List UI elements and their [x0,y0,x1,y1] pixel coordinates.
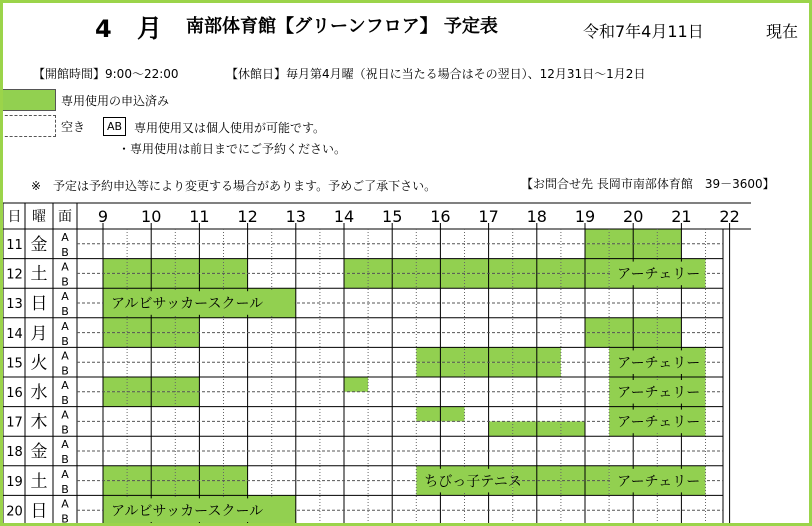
legend-vacant-label: 空き [61,120,86,134]
weekday: 金 [30,235,48,255]
booked-block [344,377,368,392]
booked-block [440,407,464,422]
booked-block [416,362,440,377]
day-number: 18 [6,445,23,461]
weekday: 木 [30,412,48,433]
hour-header: 17 [478,207,499,226]
schedule-table [3,3,809,523]
change-notice: ※ 予定は予約申込等により変更する場合があります。予めご了承下さい。 [31,179,437,193]
month-kanji: 月 [137,14,163,43]
booked-block [537,347,561,362]
court-column-header: 面 [58,209,72,225]
court-a-label: A [61,349,69,363]
weekday: 月 [30,323,48,344]
event-label: アーチェリー [617,355,701,372]
hour-header: 18 [526,207,547,226]
court-a-label: A [61,290,69,304]
court-b-label: B [61,394,69,407]
weekday: 火 [30,353,48,374]
weekday: 日 [30,501,48,522]
hour-header: 21 [671,207,692,226]
ab-explanation: 専用使用又は個人使用が可能です。 [134,121,326,135]
booked-block [585,466,609,481]
day-column-header: 日 [7,209,22,225]
event-label: アーチェリー [617,385,701,401]
day-number: 12 [6,267,23,283]
weekday: 土 [30,471,48,492]
hour-header: 16 [430,207,451,226]
hour-header: 13 [285,207,306,226]
weekday: 土 [30,264,48,285]
hour-header: 15 [382,207,403,226]
day-number: 14 [6,326,23,342]
reservation-note: ・専用使用は前日までにご予約ください。 [118,142,347,156]
weekday-column-header: 曜 [32,209,46,225]
weekday: 水 [30,383,48,403]
hour-header: 11 [189,207,210,226]
hour-header: 22 [719,207,740,226]
court-a-label: A [61,408,69,422]
court-b-label: B [61,512,69,523]
event-label: ちびっ子テニス [424,473,522,490]
contact-info: 【お問合せ先 長岡市南部体育館 39－3600】 [521,177,775,191]
court-b-label: B [61,334,69,348]
page-title: 南部体育館【グリーンフロア】 予定表 [186,16,498,37]
legend-booked-label: 専用使用の申込済み [61,94,170,108]
court-b-label: B [61,453,69,467]
as-of-label: 現在 [766,22,799,41]
opening-hours: 【開館時間】9:00～22:00 [33,67,179,81]
event-label: アルビサッカースクール [111,296,264,313]
day-number: 20 [6,504,23,520]
as-of-date: 令和7年4月11日 [583,22,704,41]
day-number: 11 [6,238,23,253]
court-b-label: B [61,423,69,437]
court-a-label: A [61,231,69,244]
closed-days: 【休館日】毎月第4月曜（祝日に当たる場合はその翌日）、12月31日～1月2日 [226,67,646,81]
booked-block [537,362,561,377]
hour-header: 20 [623,207,644,226]
day-number: 19 [6,474,23,490]
court-a-label: A [61,379,69,392]
month-number: 4 [95,15,112,43]
court-b-label: B [61,482,69,496]
court-a-label: A [61,467,69,481]
hour-header: 14 [333,207,355,226]
court-a-label: A [61,319,69,333]
event-label: アーチェリー [617,266,701,283]
weekday: 日 [30,294,48,315]
event-label: アルビサッカースクール [111,503,264,520]
court-b-label: B [61,364,69,378]
hour-header: 10 [141,207,162,226]
booked-block [585,481,609,496]
court-a-label: A [61,260,69,274]
court-a-label: A [61,438,69,452]
hour-header: 12 [237,207,258,226]
ab-badge: AB [103,117,126,136]
court-b-label: B [61,246,69,259]
day-number: 17 [6,415,23,431]
booked-block [585,273,609,288]
hour-header: 19 [574,207,596,226]
day-number: 16 [6,386,23,401]
court-a-label: A [61,497,69,511]
event-label: アーチェリー [617,473,701,490]
court-b-label: B [61,275,69,289]
day-number: 13 [6,297,23,313]
day-number: 15 [6,356,23,372]
booked-block [416,407,440,422]
booked-block [416,347,440,362]
booked-block [585,259,609,274]
court-b-label: B [61,305,69,319]
event-label: アーチェリー [617,414,701,431]
weekday: 金 [30,442,48,463]
hour-header: 9 [97,207,109,226]
